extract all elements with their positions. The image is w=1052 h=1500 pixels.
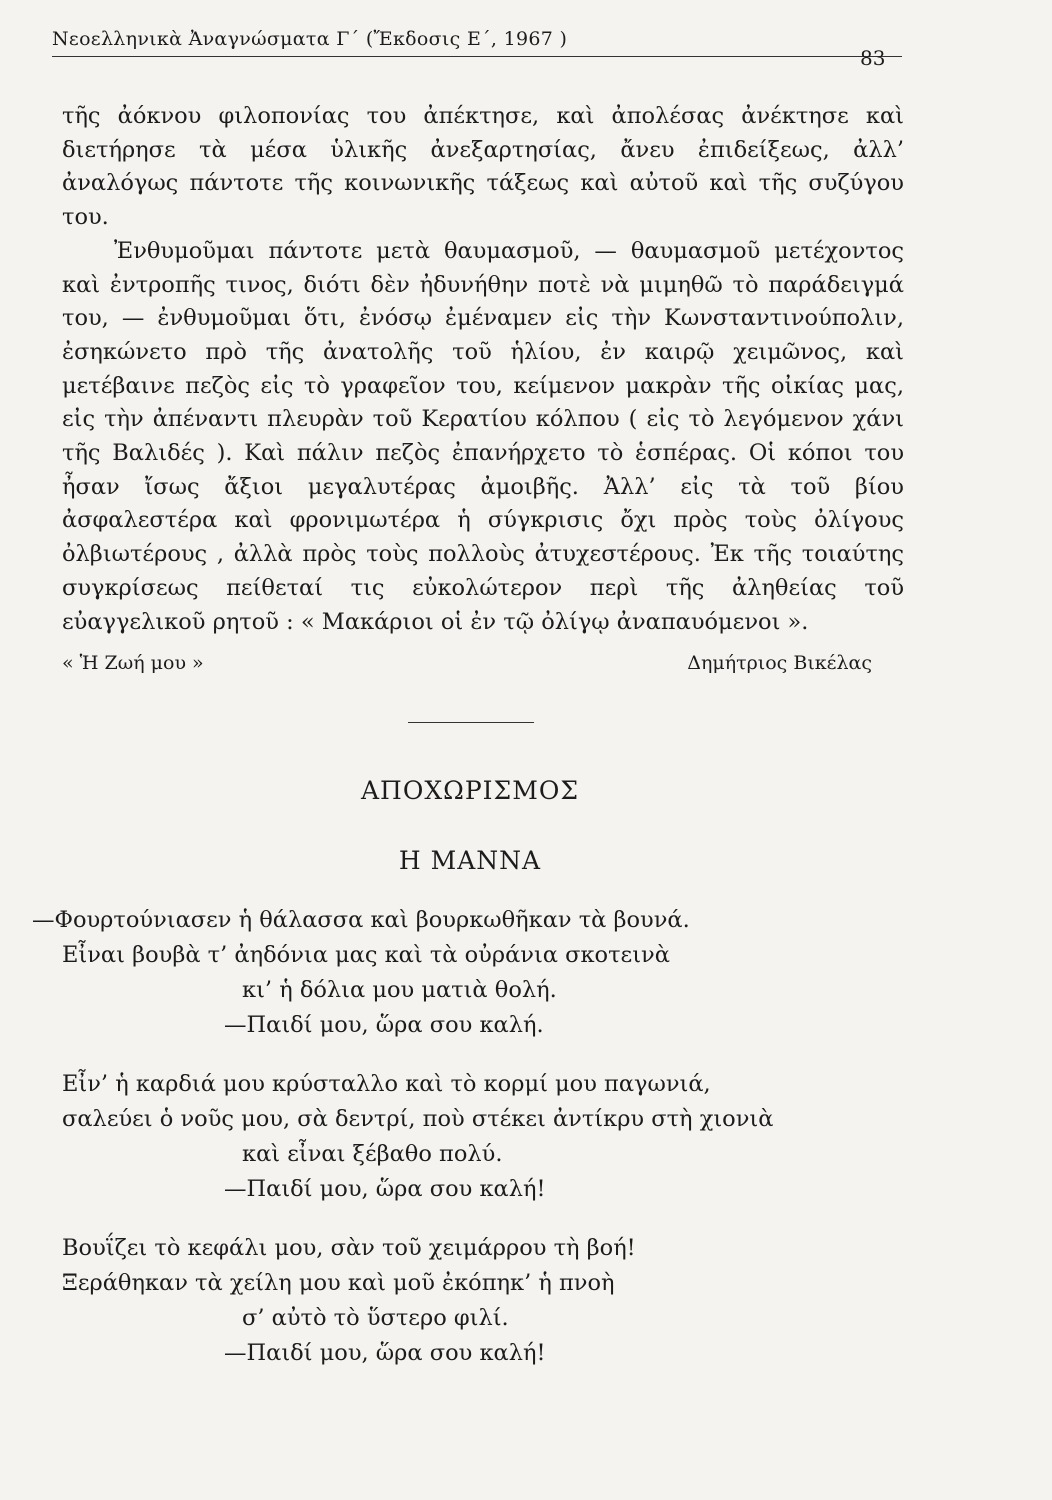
header-title: Νεοελληνικὰ Ἀναγνώσματα Γ΄ (Ἔκδοσις Ε΄, 1967 ) [52, 28, 568, 50]
poem-line: καὶ εἶναι ξέβαθο πολύ. [242, 1141, 503, 1167]
stanza [32, 903, 932, 1043]
poem-line: κι’ ἡ δόλια μου ματιὰ θολή. [242, 977, 557, 1003]
poem-line: Εἶναι βουβὰ τ’ ἀηδόνια μας καὶ τὰ οὐράνια σκοτεινὰ [62, 942, 670, 968]
paragraph: τῆς ἀόκνου φιλοπονίας του ἀπέκτησε, καὶ ἀπολέσας ἀνέκτησε καὶ διετήρησε τὰ μέσα ὑλικῆς ἀνεξαρτησίας, ἄνευ ἐπιδείξεως, ἀλλ’ ἀναλόγως πάντοτε τῆς κοινωνικῆς τάξεως καὶ αὐτοῦ καὶ τῆς συζύγου του. [62, 103, 904, 231]
poem-line: —Παιδί μου, ὥρα σου καλή! [224, 1176, 546, 1202]
section-divider [408, 722, 534, 723]
poem-line: —Παιδί μου, ὥρα σου καλή. [224, 1012, 544, 1038]
poem-title: Η ΜΑΝΝΑ [398, 846, 542, 875]
poem-line: σαλεύει ὁ νοῦς μου, σὰ δεντρί, ποὺ στέκει ἀντίκρυ στὴ χιονιὰ [62, 1106, 774, 1132]
poem-line: —Φουρτούνιασεν ἡ θάλασσα καὶ βουρκωθῆκαν τὰ βουνά. [32, 907, 690, 933]
stanza [32, 1067, 932, 1207]
poem-line: —Παιδί μου, ὥρα σου καλή! [224, 1340, 546, 1366]
poem-line: Εἶν’ ἡ καρδιά μου κρύσταλλο καὶ τὸ κορμί μου παγωνιά, [62, 1071, 711, 1097]
page-number: 83 [860, 46, 886, 70]
poem-line: Ξεράθηκαν τὰ χείλη μου καὶ μοῦ ἐκόπηκ’ ἡ πνοὴ [62, 1270, 615, 1296]
source-title: « Ἡ Ζωή μου » [62, 652, 204, 674]
section-heading: ΑΠΟΧΩΡΙΣΜΟΣ [360, 776, 580, 805]
paragraph: Ἐνθυμοῦμαι πάντοτε μετὰ θαυμασμοῦ, — θαυμασμοῦ μετέχοντος καὶ ἐντροπῆς τινος, διότι δὲν ἠδυνήθην ποτὲ νὰ μιμηθῶ τὸ παράδειγμά του, — ἐνθυμοῦμαι ὅτι, ἐνόσῳ ἐμέναμεν εἰς τὴν Κωνσταντινούπολιν, ἐσηκώνετο πρὸ τῆς ἀνατολῆς τοῦ ἡλίου, ἐν καιρῷ χειμῶνος, καὶ μετέβαινε πεζὸς εἰς τὸ γραφεῖον του, κείμενον μακρὰν τῆς οἰκίας μας, εἰς τὴν ἀπέναντι πλευρὰν τοῦ Κερατίου κόλπου ( εἰς τὸ λεγόμενον χάνι τῆς Βαλιδές ). Καὶ πάλιν πεζὸς ἐπανήρχετο τὸ ἑσπέρας. Οἱ κόποι του ἦσαν ἴσως ἄξιοι μεγαλυτέρας ἀμοιβῆς. Ἀλλ’ εἰς τὰ τοῦ βίου ἀσφαλεστέρα καὶ φρονιμωτέρα ἡ σύγκρισις ὄχι πρὸς τοὺς ὀλίγους ὀλβιωτέρους , ἀλλὰ πρὸς τοὺς πολλοὺς ἀτυχεστέρους. Ἐκ τῆς τοιαύτης συγκρίσεως πείθεταί τις εὐκολώτερον περὶ τῆς ἀληθείας τοῦ εὐαγγελικοῦ ρητοῦ : « Μακάριοι οἱ ἐν τῷ ὀλίγῳ ἀναπαυόμενοι ». [62, 237, 904, 635]
running-header [52, 28, 902, 57]
author-name: Δημήτριος Βικέλας [687, 652, 872, 674]
prose-excerpt [62, 100, 904, 639]
poem-body [32, 903, 932, 1395]
stanza [32, 1231, 932, 1371]
poem-line: σ’ αὐτὸ τὸ ὕστερο φιλί. [242, 1305, 509, 1331]
poem-line: Βουΐζει τὸ κεφάλι μου, σὰν τοῦ χειμάρρου τὴ βοή! [62, 1235, 636, 1261]
